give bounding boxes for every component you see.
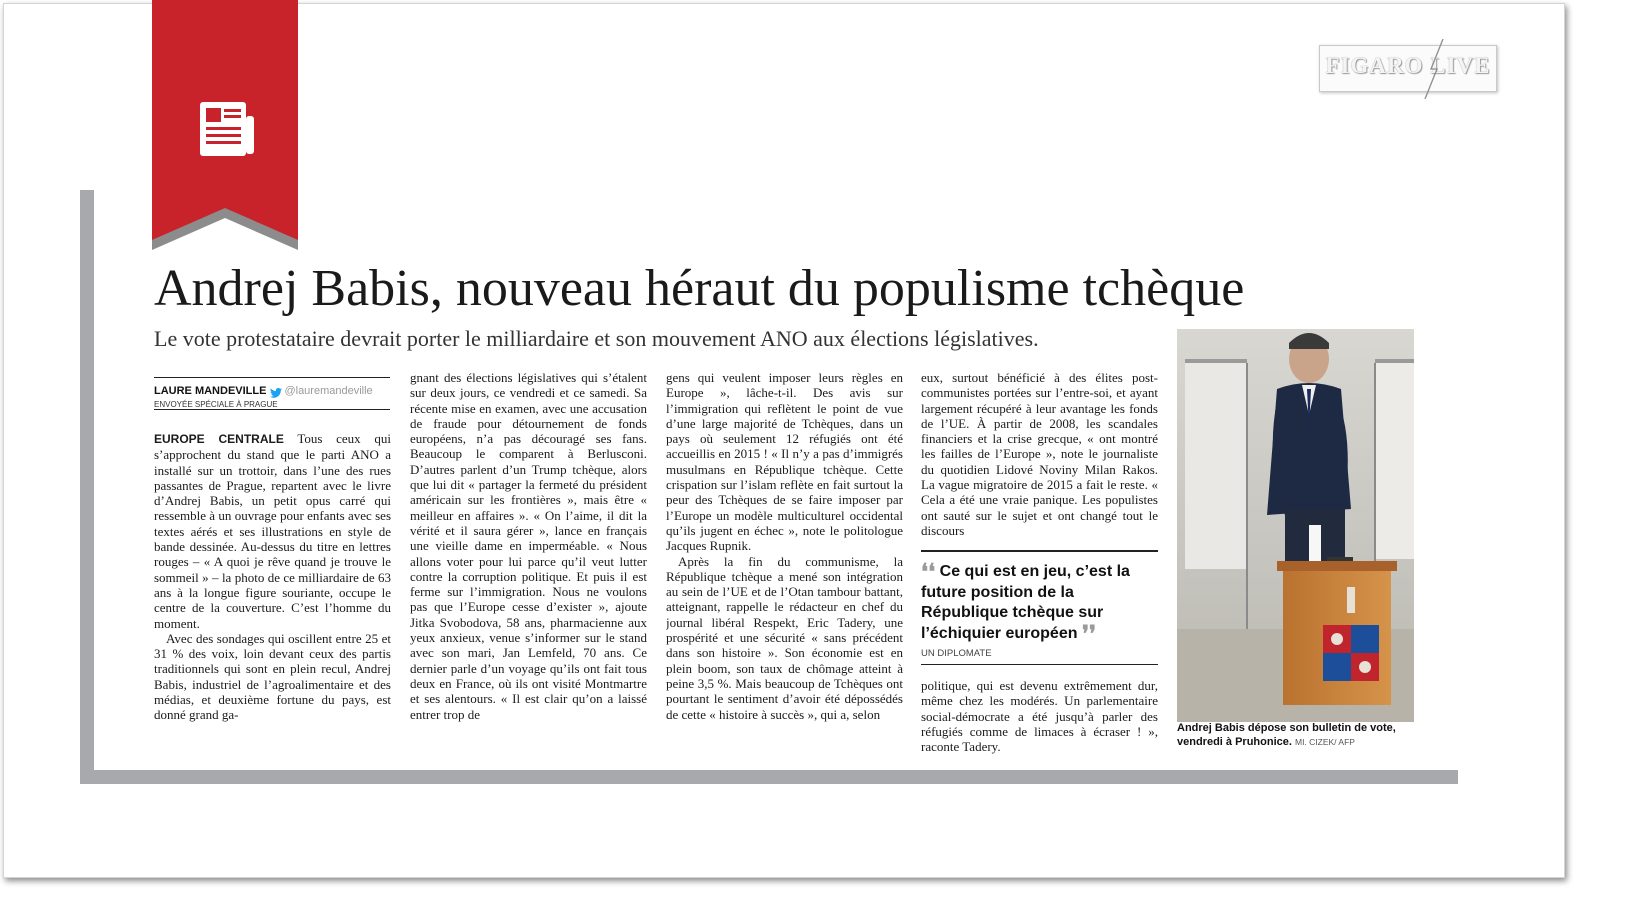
article-column-1: [154, 431, 391, 741]
caption-text: Andrej Babis dépose son bulletin de vote, vendredi à Pruhonice.: [1177, 722, 1396, 748]
photo-caption: [1177, 721, 1422, 749]
decorative-bar-left: [80, 190, 94, 784]
pullquote-text: Ce qui est en jeu, c’est la future position de la République tchèque sur l’échiquier européen: [921, 563, 1130, 642]
twitter-handle[interactable]: @lauremandeville: [284, 385, 373, 397]
author-role: ENVOYÉE SPÉCIALE À PRAGUE: [154, 400, 278, 409]
article-photo: [1177, 329, 1414, 722]
decorative-bar-bottom: [80, 770, 1458, 784]
article-column-4-top: [921, 370, 1158, 540]
paragraph: politique, qui est devenu extrêmement dur, même chez les modérés. Un parlementaire social-démocrate a été jusqu’à parler des réfugiés comme de limaces à écraser ! », raconte Tadery.: [921, 678, 1158, 755]
paragraph: eux, surtout bénéficié à des élites post-communistes portées sur l’entre-soi, et ayant largement récupéré à leur avantage les fonds de l’UE. À partir de 2008, les scandales financiers et la crise grecque, « ont montré les failles de l’Europe », note le journaliste du quotidien Lidové Noviny Milan Rakos. La vague migratoire de 2015 a fait le reste. « Cela a été une vraie panique. Les populistes ont sauté sur le sujet et ont changé tout le discours: [921, 370, 1158, 538]
byline: [154, 377, 390, 410]
pullquote-rule-bottom: [921, 664, 1158, 665]
photo-credit: MI. CIZEK/ AFP: [1294, 737, 1355, 747]
article-headline: Andrej Babis, nouveau héraut du populisme tchèque: [154, 260, 1245, 317]
paragraph: Avec des sondages qui oscillent entre 25 et 31 % des voix, loin devant ceux des partis traditionnels qui sont en plein recul, Andrej Babis, industriel de l’agroalimentaire et des médias, et deuxième fortune du pays, est donné grand ga-: [154, 630, 391, 723]
lightning-slash-icon: [1419, 39, 1449, 99]
paragraph: Après la fin du communisme, la République tchèque a mené son intégration au sein de l’UE et de l’Otan tambour battant, atteignant, rappelle le rédacteur en chef du journal libéral Respekt, Eric Tadery, une prospérité et une sécurité « sans précédent dans son histoire ». Son économie est en plein boom, son taux de chômage atteint à peine 3,5 %. Mais beaucoup de Tchèques ont pourtant le sentiment d’avoir été dépossédés de cette « histoire à succès », qui a, selon: [666, 553, 903, 722]
figaro-live-logo[interactable]: [1319, 45, 1497, 92]
paragraph: Tous ceux qui s’approchent du stand que le parti ANO a installé sur un trottoir, dans l’une des rues passantes de Prague, repartent avec le livre d’Andrej Babis, un petit opus carré qui ressemble à un ouvrage pour enfants avec ses textes aérés et ses illustrations en style de bande dessinée. Au-dessus du titre en lettres rouges – « A quoi je rêve quand je trouve le sommeil » – la photo de ce milliardaire de 63 ans à la longue figure souriante, occupe le centre de la couverture. C’est l’homme du moment.: [154, 431, 391, 631]
pullquote: [921, 559, 1161, 646]
pullquote-source: UN DIPLOMATE: [921, 648, 992, 659]
twitter-icon: [270, 385, 282, 395]
article-deck: Le vote protestataire devrait porter le milliardaire et son mouvement ANO aux élections législatives.: [154, 326, 1039, 351]
open-quote-mark: ❛❛: [921, 559, 936, 584]
article-column-2: [410, 370, 647, 742]
close-quote-mark: ❜❜: [1081, 620, 1097, 646]
article-column-4-bottom: [921, 678, 1158, 762]
logo-text: FIGARO LIVE: [1325, 53, 1491, 78]
bookmark-ribbon: [152, 0, 298, 258]
article-column-3: [666, 370, 903, 742]
lead-label: EUROPE CENTRALE: [154, 432, 284, 446]
paragraph: gnant des élections législatives qui s’étalent sur deux jours, ce vendredi et ce samedi. Sa récente mise en examen, avec une accusation de fraude pour détournement de fonds européens, n’a pas découragé ses fans. Beaucoup le comparent à Berlusconi. D’autres parlent d’un Trump tchèque, alors que lui dit « partager la fermeté du président américain sur les frontières », mais être « meilleur en affaires ». « On l’aime, il dit la vérité et il saura gérer », lance en français une vieille dame en imperméable. « Nous allons voter pour lui parce qu’il veut lutter contre la corruption politique. Et puis il est ferme sur l’immigration. Nous ne voulons pas que l’Europe cesse d’exister », ajoute Jitka Svobodova, 58 ans, pharmacienne aux yeux anxieux, venue s’informer sur le stand avec son mari, Jan Lemfeld, 70 ans. Ce dernier parle d’un voyage qu’ils ont fait tous deux en France, où ils ont visité Montmartre et ses alentours. « Il est clair qu’on a laissé entrer trop de: [410, 370, 647, 722]
author-name: LAURE MANDEVILLE: [154, 385, 267, 397]
paragraph: gens qui veulent imposer leurs règles en Europe », lâche-t-il. Des avis sur l’immigration qui reflètent le point de vue d’une large majorité de Tchèques, dans un pays où seulement 12 réfugiés ont été accueillis en 2015 ! « Il n’y a pas d’immigrés musulmans en République tchèque. Cette crispation sur l’islam reflète en fait surtout la peur des Tchèques de se faire imposer par l’Europe un modèle multiculturel occidental qu’ils jugent en échec », note le politologue Jacques Rupnik.: [666, 370, 903, 554]
newspaper-icon: [196, 98, 258, 160]
pullquote-rule-top: [921, 550, 1158, 552]
